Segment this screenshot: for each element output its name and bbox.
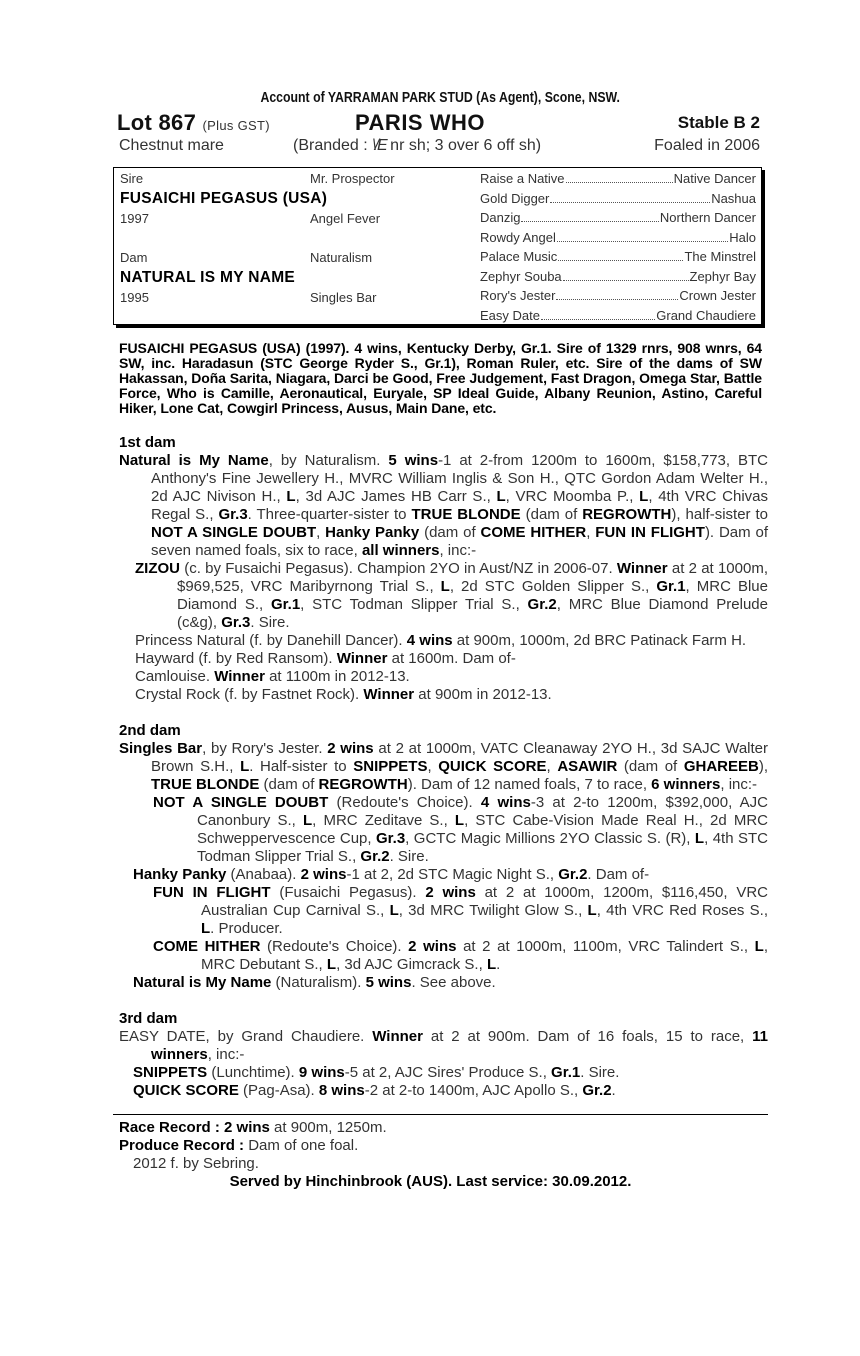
- bold-text: Gr.2: [360, 848, 390, 865]
- grandparent-line: Rowdy Angel Halo: [480, 229, 756, 245]
- bold-text: NOT A SINGLE DOUBT: [151, 524, 317, 541]
- bold-text: Hanky Panky: [325, 524, 420, 541]
- bold-text: 4 wins: [406, 632, 453, 649]
- bold-text: QUICK SCORE: [133, 1082, 239, 1099]
- produce-foal: 2012 f. by Sebring.: [133, 1155, 259, 1172]
- bold-text: Gr.1: [551, 1064, 581, 1081]
- bold-text: L: [694, 830, 705, 847]
- second-dam-section: [113, 722, 768, 992]
- dam-year: 1995: [120, 290, 149, 305]
- horse-name: PARIS WHO: [355, 110, 485, 135]
- bold-text: L: [639, 488, 649, 505]
- bold-text: 5 wins: [388, 452, 439, 469]
- produce-record: Produce Record : Dam of one foal.: [119, 1137, 359, 1154]
- served-by: Served by Hinchinbrook (AUS). Last service: 30.09.2012.: [229, 1173, 632, 1190]
- dam-paragraph: EASY DATE, by Grand Chaudiere. Winner at 2 at 900m. Dam of 16 foals, 15 to race, 11 winners, inc:-: [119, 1028, 768, 1063]
- brand-description: (Branded : \/E nr sh; 3 over 6 off sh): [293, 137, 542, 154]
- horse-details: [113, 136, 768, 158]
- lot-number: Lot 867 (Plus GST): [117, 110, 270, 135]
- bold-text: 2 wins: [425, 884, 476, 901]
- grandparent-line: Raise a Native Native Dancer: [480, 171, 756, 186]
- dam-paragraph: Natural is My Name, by Naturalism. 5 wins-1 at 2-from 1200m to 1600m, $158,773, BTC Anthony's Fine Jewellery H., MVRC William Inglis & Son H., QTC Gordon Adam Welter H., 2d AJC Nivison H., L, 3d AJC James HB Carr S., L, VRC Moomba P., L, 4th VRC Chivas Regal S., Gr.3. Three-quarter-sister to TRUE BLONDE (dam of REGROWTH), half-sister to NOT A SINGLE DOUBT, Hanky Panky (dam of COME HITHER, FUN IN FLIGHT). Dam of seven named foals, six to race, all winners, inc:-: [119, 452, 769, 559]
- bold-text: Winner: [336, 650, 388, 667]
- bold-text: Gr.1: [656, 578, 686, 595]
- progeny-entry: ZIZOU (c. by Fusaichi Pegasus). Champion 2YO in Aust/NZ in 2006-07. Winner at 2 at 1000m, $969,525, VRC Maribyrnong Trial S., L, 2d STC Golden Slipper S., Gr.1, MRC Blue Diamond S., Gr.1, STC Todman Slipper Trial S., Gr.2, MRC Blue Diamond Prelude (c&g), Gr.3. Sire.: [135, 560, 768, 631]
- bold-text: QUICK SCORE: [438, 758, 547, 775]
- first-dam-section: [113, 434, 768, 704]
- bold-text: L: [587, 902, 597, 919]
- bold-text: 9 wins: [298, 1064, 345, 1081]
- bold-text: Gr.3: [375, 830, 406, 847]
- bold-text: Natural is My Name: [133, 974, 272, 991]
- bold-text: 2 wins: [327, 740, 374, 757]
- bold-text: L: [486, 956, 497, 973]
- sire-sire: Mr. Prospector: [310, 171, 395, 186]
- bold-text: L: [754, 938, 764, 955]
- bold-text: L: [326, 956, 337, 973]
- bold-text: ASAWIR: [557, 758, 618, 775]
- sire-label: Sire: [120, 171, 144, 186]
- bold-text: 2 wins: [300, 866, 347, 883]
- section-heading: 1st dam: [119, 434, 176, 451]
- third-dam-section: [113, 1010, 768, 1100]
- grandparent-line: Palace Music The Minstrel: [480, 249, 756, 264]
- grandparent-line: Gold Digger Nashua: [480, 190, 756, 206]
- pedigree-table: [113, 167, 762, 325]
- bold-text: COME HITHER: [480, 524, 587, 541]
- bold-text: 2 wins: [408, 938, 457, 955]
- bold-text: Winner: [363, 686, 415, 703]
- progeny-entry: Hayward (f. by Red Ransom). Winner at 1600m. Dam of-: [135, 650, 516, 667]
- progeny-list: [113, 794, 768, 992]
- bold-text: FUN IN FLIGHT: [595, 524, 705, 541]
- bold-text: Natural is My Name: [119, 452, 269, 469]
- progeny-entry: Crystal Rock (f. by Fastnet Rock). Winner at 900m in 2012-13.: [135, 686, 552, 703]
- dam-name: NATURAL IS MY NAME: [120, 269, 296, 286]
- dam-sire: Naturalism: [310, 250, 373, 265]
- bold-text: Winner: [214, 668, 265, 685]
- bold-text: REGROWTH: [582, 506, 672, 523]
- race-record: Race Record : 2 wins at 900m, 1250m.: [119, 1119, 387, 1136]
- bold-text: Gr.3: [221, 614, 251, 631]
- bold-text: NOT A SINGLE DOUBT: [153, 794, 329, 811]
- bold-text: L: [303, 812, 313, 829]
- progeny-entry: Natural is My Name (Naturalism). 5 wins. See above.: [133, 974, 496, 991]
- dam-paragraph: Singles Bar, by Rory's Jester. 2 wins at 2 at 1000m, VATC Cleanaway 2YO H., 3d SAJC Walter Brown S.H., L. Half-sister to SNIPPETS, QUICK SCORE, ASAWIR (dam of GHAREEB), TRUE BLONDE (dam of REGROWTH). Dam of 12 named foals, 7 to race, 6 winners, inc:-: [119, 740, 769, 793]
- bold-text: SNIPPETS: [353, 758, 428, 775]
- catalogue-page: [113, 88, 768, 1191]
- bold-text: 5 wins: [365, 974, 412, 991]
- bold-text: REGROWTH: [318, 776, 408, 793]
- bold-text: L: [240, 758, 250, 775]
- progeny-list: [113, 560, 768, 704]
- records-section: [113, 1114, 768, 1191]
- bold-text: Hanky Panky: [133, 866, 227, 883]
- lot-header: [113, 110, 768, 136]
- stable-location: Stable B 2: [677, 113, 760, 132]
- bold-text: Winner: [372, 1028, 423, 1045]
- grandparent-line: Easy Date Grand Chaudiere: [480, 307, 756, 323]
- bold-text: Gr.2: [527, 596, 557, 613]
- gst-note: (Plus GST): [202, 118, 270, 133]
- progeny-entry: SNIPPETS (Lunchtime). 9 wins-5 at 2, AJC Sires' Produce S., Gr.1. Sire.: [133, 1064, 620, 1081]
- sire-dam: Angel Fever: [310, 211, 381, 226]
- section-heading: 2nd dam: [119, 722, 181, 739]
- brand-mark-icon: \/E: [372, 137, 386, 154]
- sire-year: 1997: [120, 211, 149, 226]
- sire-summary: FUSAICHI PEGASUS (USA) (1997). 4 wins, Kentucky Derby, Gr.1. Sire of 1329 rnrs, 908 wnrs, 64 SW, inc. Haradasun (STC George Ryder S., Gr.1), Roman Ruler, etc. Sire of the dams of SW Hakassan, Doña Sarita, Niagara, Darci be Good, Free Judgement, Fast Dragon, Omega Star, Battle Force, Who is Camille, Aeronautical, Euryale, SP Ideal Guide, Albany Reunion, Astino, Careful Hiker, Lone Cat, Cowgirl Princess, Ausus, Main Dane, etc.: [119, 340, 762, 416]
- progeny-entry: QUICK SCORE (Pag-Asa). 8 wins-2 at 2-to 1400m, AJC Apollo S., Gr.2.: [133, 1082, 616, 1099]
- vendor-account: Account of YARRAMAN PARK STUD (As Agent), Scone, NSW.: [260, 89, 621, 106]
- bold-text: TRUE BLONDE: [151, 776, 260, 793]
- bold-text: all winners: [361, 542, 440, 559]
- bold-text: L: [440, 578, 450, 595]
- bold-text: Gr.1: [270, 596, 301, 613]
- bold-text: Winner: [616, 560, 668, 577]
- bold-text: L: [496, 488, 506, 505]
- bold-text: L: [389, 902, 399, 919]
- grandparent-line: Danzig Northern Dancer: [480, 210, 756, 225]
- bold-text: SNIPPETS: [133, 1064, 208, 1081]
- bold-text: 8 wins: [318, 1082, 365, 1099]
- bold-text: COME HITHER: [153, 938, 261, 955]
- bold-text: L: [454, 812, 465, 829]
- bold-text: 11 winners: [151, 1028, 768, 1063]
- bold-text: FUN IN FLIGHT: [153, 884, 271, 901]
- bold-text: TRUE BLONDE: [411, 506, 521, 523]
- color-sex: Chestnut mare: [119, 137, 224, 154]
- section-heading: 3rd dam: [119, 1010, 178, 1027]
- progeny-list: [113, 1064, 768, 1100]
- dam-dam: Singles Bar: [310, 290, 377, 305]
- sire-name: FUSAICHI PEGASUS (USA): [120, 190, 328, 207]
- progeny-entry: COME HITHER (Redoute's Choice). 2 wins at 2 at 1000m, 1100m, VRC Talindert S., L, MRC Debutant S., L, 3d AJC Gimcrack S., L.: [153, 938, 768, 973]
- progeny-entry: Princess Natural (f. by Danehill Dancer). 4 wins at 900m, 1000m, 2d BRC Patinack Farm H.: [135, 632, 747, 649]
- bold-text: Gr.2: [582, 1082, 612, 1099]
- bold-text: ZIZOU: [135, 560, 180, 577]
- dam-label: Dam: [120, 250, 148, 265]
- bold-text: Singles Bar: [119, 740, 203, 757]
- bold-text: L: [286, 488, 296, 505]
- progeny-entry: FUN IN FLIGHT (Fusaichi Pegasus). 2 wins at 2 at 1000m, 1200m, $116,450, VRC Australian Cup Carnival S., L, 3d MRC Twilight Glow S., L, 4th VRC Red Roses S., L. Producer.: [153, 884, 768, 937]
- progeny-entry: NOT A SINGLE DOUBT (Redoute's Choice). 4 wins-3 at 2-to 1200m, $392,000, AJC Canonbury S., L, MRC Zeditave S., L, STC Cabe-Vision Made Real H., 2d MRC Schweppervescence Cup, Gr.3, GCTC Magic Millions 2YO Classic S. (R), L, 4th STC Todman Slipper Trial S., Gr.2. Sire.: [153, 794, 768, 865]
- bold-text: Gr.2: [558, 866, 588, 883]
- bold-text: GHAREEB: [683, 758, 759, 775]
- progeny-entry: Hanky Panky (Anabaa). 2 wins-1 at 2, 2d STC Magic Night S., Gr.2. Dam of-: [133, 866, 650, 883]
- grandparent-line: Rory's Jester Crown Jester: [480, 288, 756, 303]
- foaled-year: Foaled in 2006: [654, 137, 760, 154]
- bold-text: 4 wins: [480, 794, 531, 811]
- bold-text: 6 winners: [651, 776, 721, 793]
- progeny-entry: Camlouise. Winner at 1100m in 2012-13.: [135, 668, 410, 685]
- bold-text: L: [201, 920, 211, 937]
- bold-text: Gr.3: [218, 506, 248, 523]
- grandparent-line: Zephyr Souba Zephyr Bay: [480, 268, 756, 284]
